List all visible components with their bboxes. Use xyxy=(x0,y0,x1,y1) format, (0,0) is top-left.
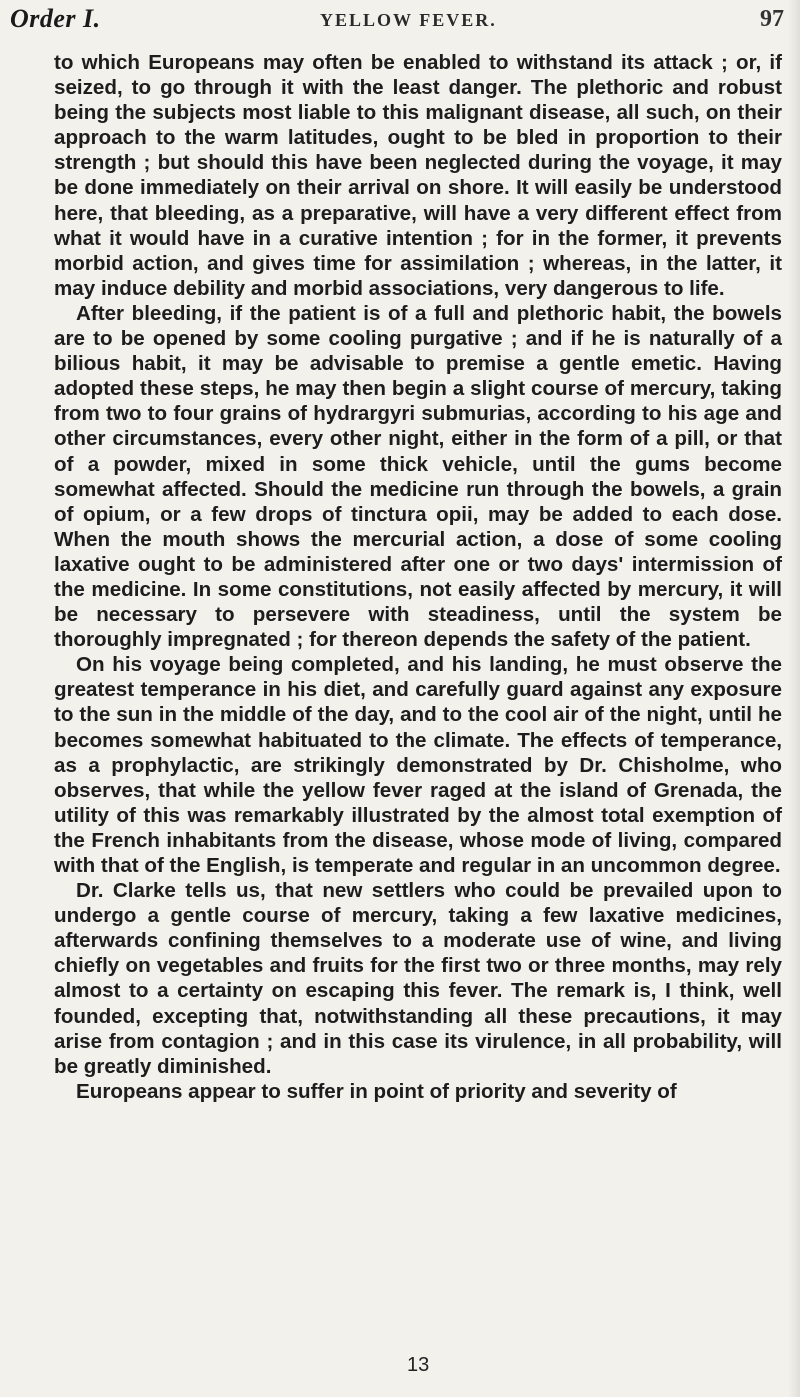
running-head xyxy=(10,4,784,36)
paragraph-4: Dr. Clarke tells us, that new settlers who could be prevailed upon to undergo a gentle course of mercury, taking a few laxative medicines, afterwards confining themselves to a moderate use of wine, and living chiefly on vegetables and fruits for the first two or three months, may rely almost to a certainty on escaping this fever. The remark is, I think, well founded, excepting that, notwithstanding all these precautions, it may arise from contagion ; and in this case its virulence, in all probability, will be greatly diminished. xyxy=(54,879,782,1078)
running-head-section: Order I. xyxy=(10,4,101,33)
page-number: 97 xyxy=(760,6,784,32)
paragraph-5: Europeans appear to suffer in point of priority and severity of xyxy=(76,1079,677,1103)
paragraph-2: After bleeding, if the patient is of a full and plethoric habit, the bowels are to be opened by some cooling purgative ; and if he is naturally of a bilious habit, it may be advisable to premise a gentle emetic. Having adopted these steps, he may then begin a slight course of mercury, taking from two to four grains of hydrargyri submurias, according to his age and other circumstances, every other night, either in the form of a pill, or that of a powder, mixed in some thick vehicle, until the gums become somewhat affected. Should the medicine run through the bowels, a grain of opium, or a few drops of tinctura opii, may be added to each dose. When the mouth shows the mercurial action, a dose of some cooling laxative ought to be administered after one or two days' intermission of the medicine. In some constitutions, not easily affected by mercury, it will be necessary to persevere with steadiness, until the system be thoroughly impregnated ; for thereon depends the safety of the patient. xyxy=(54,301,782,652)
body-text xyxy=(54,50,782,1104)
paragraph-3: On his voyage being completed, and his landing, he must observe the greatest temperance in his diet, and carefully guard against any exposure to the sun in the middle of the day, and to the cool air of the night, until he becomes somewhat habituated to the climate. The effects of temperance, as a prophylactic, are strikingly demonstrated by Dr. Chisholme, who observes, that while the yellow fever raged at the island of Grenada, the utility of this was remarkably illustrated by the almost total exemption of the French inhabitants from the disease, whose mode of living, compared with that of the English, is temperate and regular in an uncommon degree. xyxy=(54,653,782,877)
running-head-title: YELLOW FEVER. xyxy=(320,10,497,30)
signature-mark: 13 xyxy=(407,1354,430,1376)
paragraph-1: to which Europeans may often be enabled to withstand its attack ; or, if seized, to go through it with the least danger. The plethoric and robust being the subjects most liable to this malignant disease, all such, on their approach to the warm latitudes, ought to be bled in proportion to their strength ; but should this have been neglected during the voyage, it may be done immediately on their arrival on shore. It will easily be understood here, that bleeding, as a preparative, will have a very different effect from what it would have in a curative intention ; for in the former, it prevents morbid action, and gives time for assimilation ; whereas, in the latter, it may induce debility and morbid associations, very dangerous to life. xyxy=(54,51,782,300)
page-edge-shadow xyxy=(788,0,800,1397)
